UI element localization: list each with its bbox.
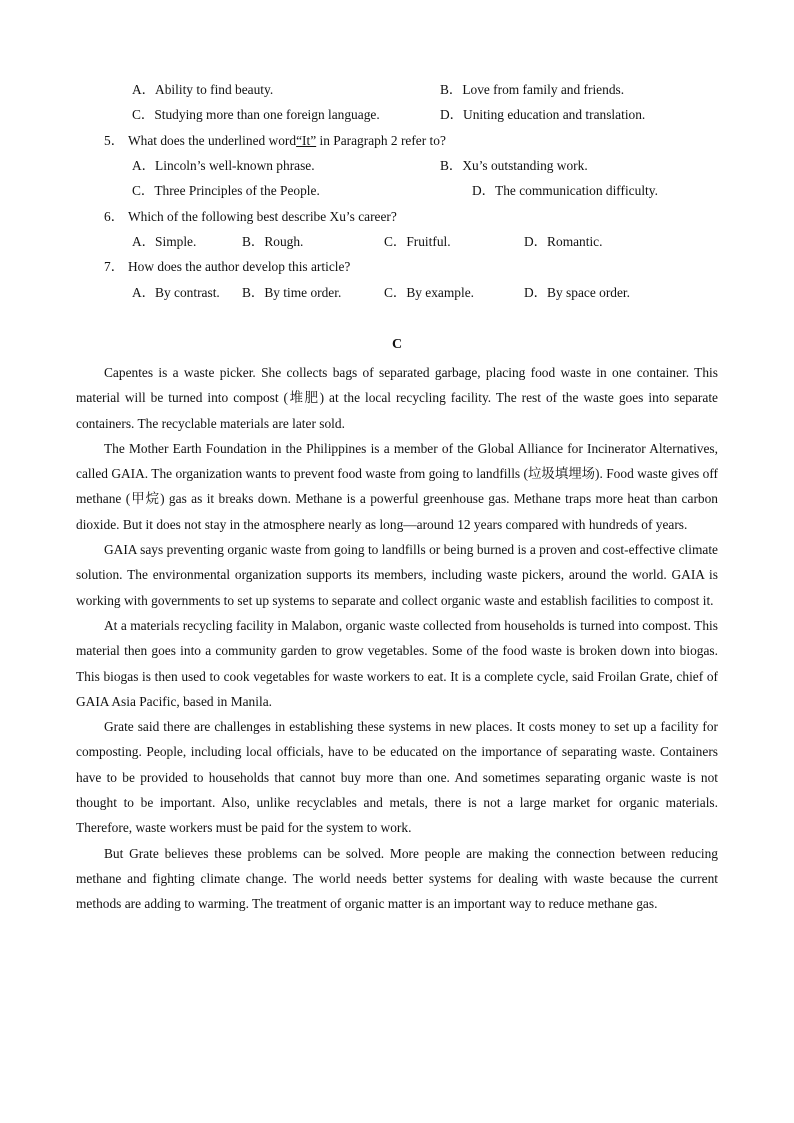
question-6-number: 6． xyxy=(104,209,125,224)
q4-options-row-1 xyxy=(132,80,732,100)
q5-option-d[interactable]: D．The communication difficulty. xyxy=(472,183,658,198)
q6-option-c[interactable]: C．Fruitful. xyxy=(384,234,451,249)
question-7-stem: How does the author develop this article? xyxy=(128,259,351,274)
q5-option-c[interactable]: C．Three Principles of the People. xyxy=(132,183,320,198)
q7-option-a[interactable]: A．By contrast. xyxy=(132,285,220,300)
question-5 xyxy=(104,131,744,151)
question-6 xyxy=(104,207,744,227)
passage-c xyxy=(76,360,718,917)
question-6-stem: Which of the following best describe Xu’s career? xyxy=(128,209,397,224)
q5-option-b[interactable]: B．Xu’s outstanding work. xyxy=(440,158,588,173)
paragraph-2: The Mother Earth Foundation in the Philippines is a member of the Global Alliance for Incinerator Alternatives, called GAIA. The organization wants to prevent food waste from going to landfills (垃圾填埋场). Food waste gives off methane (甲烷) gas as it breaks down. Methane is a powerful greenhouse gas. Methane traps more heat than carbon dioxide. But it does not stay in the atmosphere nearly as long—around 12 years compared with hundreds of years. xyxy=(76,440,718,532)
paragraph-3: GAIA says preventing organic waste from going to landfills or being burned is a proven and cost-effective climate solution. The environmental organization supports its members, including waste pickers, around the world. GAIA is working with governments to set up systems to separate and collect organic waste and establish facilities to compost it. xyxy=(76,542,718,608)
paragraph-1: Capentes is a waste picker. She collects bags of separated garbage, placing food waste in one container. This material will be turned into compost (堆肥) at the local recycling facility. The rest of the waste goes into separate containers. The recyclable materials are later sold. xyxy=(76,365,718,431)
q4-option-c[interactable]: C．Studying more than one foreign language. xyxy=(132,107,380,122)
question-5-number: 5． xyxy=(104,133,125,148)
paragraph-5: Grate said there are challenges in establishing these systems in new places. It costs money to set up a facility for composting. People, including local officials, have to be educated on the importance of separating waste. Containers have to be provided to households that cannot buy more than one. And sometimes separating organic waste is not thought to be important. Also, unlike recyclables and metals, there is not a large market for organic materials. Therefore, waste workers must be paid for the system to work. xyxy=(76,719,718,836)
q5-options-row-1 xyxy=(132,156,732,176)
question-7-number: 7． xyxy=(104,259,125,274)
question-5-underlined-word: “It” xyxy=(296,133,317,148)
question-5-stem-start: What does the underlined word xyxy=(128,133,297,148)
question-7 xyxy=(104,257,744,277)
q7-option-b[interactable]: B．By time order. xyxy=(242,285,342,300)
paragraph-6: But Grate believes these problems can be solved. More people are making the connection between reducing methane and fighting climate change. The world needs better systems for dealing with waste because the current methods are adding to warming. The treatment of organic matter is an important way to reduce methane gas. xyxy=(76,845,718,912)
q4-option-d[interactable]: D．Uniting education and translation. xyxy=(440,107,646,122)
q5-options-row-2 xyxy=(132,181,732,201)
q6-option-d[interactable]: D．Romantic. xyxy=(524,234,603,249)
q6-option-b[interactable]: B．Rough. xyxy=(242,234,304,249)
q4-option-a[interactable]: A．Ability to find beauty. xyxy=(132,82,274,97)
q6-options-row xyxy=(132,232,732,252)
section-title: C xyxy=(391,337,403,352)
paragraph-4: At a materials recycling facility in Malabon, organic waste collected from households is turned into compost. This material then goes into a community garden to grow vegetables. Some of the food waste is broken down into biogas. This biogas is then used to cook vegetables for waste workers to eat. It is a complete cycle, said Froilan Grate, chief of GAIA Asia Pacific, based in Manila. xyxy=(76,617,718,709)
q7-options-row xyxy=(132,283,732,303)
q7-option-c[interactable]: C．By example. xyxy=(384,285,475,300)
q4-option-b[interactable]: B．Love from family and friends. xyxy=(440,82,625,97)
q6-option-a[interactable]: A．Simple. xyxy=(132,234,197,249)
q5-option-a[interactable]: A．Lincoln’s well-known phrase. xyxy=(132,158,315,173)
question-5-stem-end: in Paragraph 2 refer to? xyxy=(316,133,446,148)
q7-option-d[interactable]: D．By space order. xyxy=(524,285,630,300)
q4-options-row-2 xyxy=(132,105,732,125)
